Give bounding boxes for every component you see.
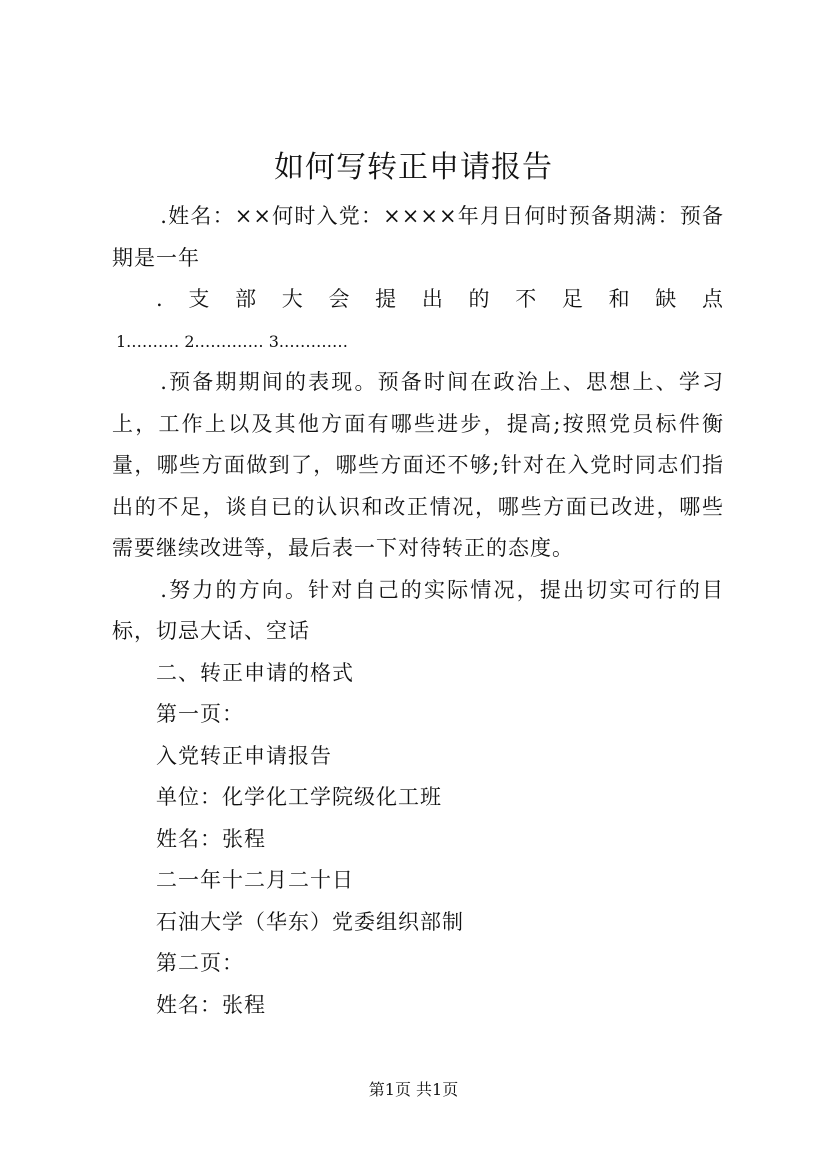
deficits-char: 点 xyxy=(701,287,724,311)
organization-line: 石油大学（华东）党委组织部制 xyxy=(156,909,464,934)
deficits-char: . xyxy=(156,287,164,311)
deficits-char: 的 xyxy=(468,287,491,311)
paragraph-branch-deficits xyxy=(112,279,724,321)
paragraph-future-direction: .努力的方向。针对自己的实际情况，提出切实可行的目标，切忌大话、空话 xyxy=(112,577,724,643)
name-line-page-two: 姓名：张程 xyxy=(156,992,266,1017)
paragraph-name-and-dates: .姓名：××何时入党：××××年月日何时预备期满：预备期是一年 xyxy=(112,204,724,270)
page-two-label: 第二页： xyxy=(156,951,244,975)
deficits-char: 和 xyxy=(608,287,631,311)
deficits-list: 1.……… 2.………… 3.………… xyxy=(116,331,348,351)
deficits-char: 会 xyxy=(328,287,351,311)
date-line: 二一年十二月二十日 xyxy=(156,868,354,892)
unit-line: 单位：化学化工学院级化工班 xyxy=(156,785,442,809)
document-title: 如何写转正申请报告 xyxy=(274,150,553,185)
page-one-label: 第一页： xyxy=(156,702,244,726)
document-body xyxy=(112,196,724,1026)
page-footer: 第1页 共1页 xyxy=(368,1080,459,1099)
section-heading-format: 二、转正申请的格式 xyxy=(156,660,354,685)
deficits-char: 大 xyxy=(281,287,304,311)
name-line: 姓名：张程 xyxy=(156,826,266,851)
deficits-char: 缺 xyxy=(655,287,678,311)
deficits-char: 足 xyxy=(561,287,584,311)
deficits-char: 出 xyxy=(421,287,444,311)
report-title-line: 入党转正申请报告 xyxy=(156,743,332,768)
deficits-char: 支 xyxy=(188,287,211,311)
deficits-char: 部 xyxy=(235,287,258,311)
deficits-char: 提 xyxy=(375,287,398,311)
paragraph-probation-performance: .预备期期间的表现。预备时间在政治上、思想上、学习上，工作上以及其他方面有哪些进步，提高;按照党员标件衡量，哪些方面做到了，哪些方面还不够;针对在入党时同志们指出的不足，谈自已的认识和改正情况，哪些方面已改进，哪些需要继续改进等，最后表一下对待转正的态度。 xyxy=(112,370,724,560)
deficits-char: 不 xyxy=(515,287,538,311)
